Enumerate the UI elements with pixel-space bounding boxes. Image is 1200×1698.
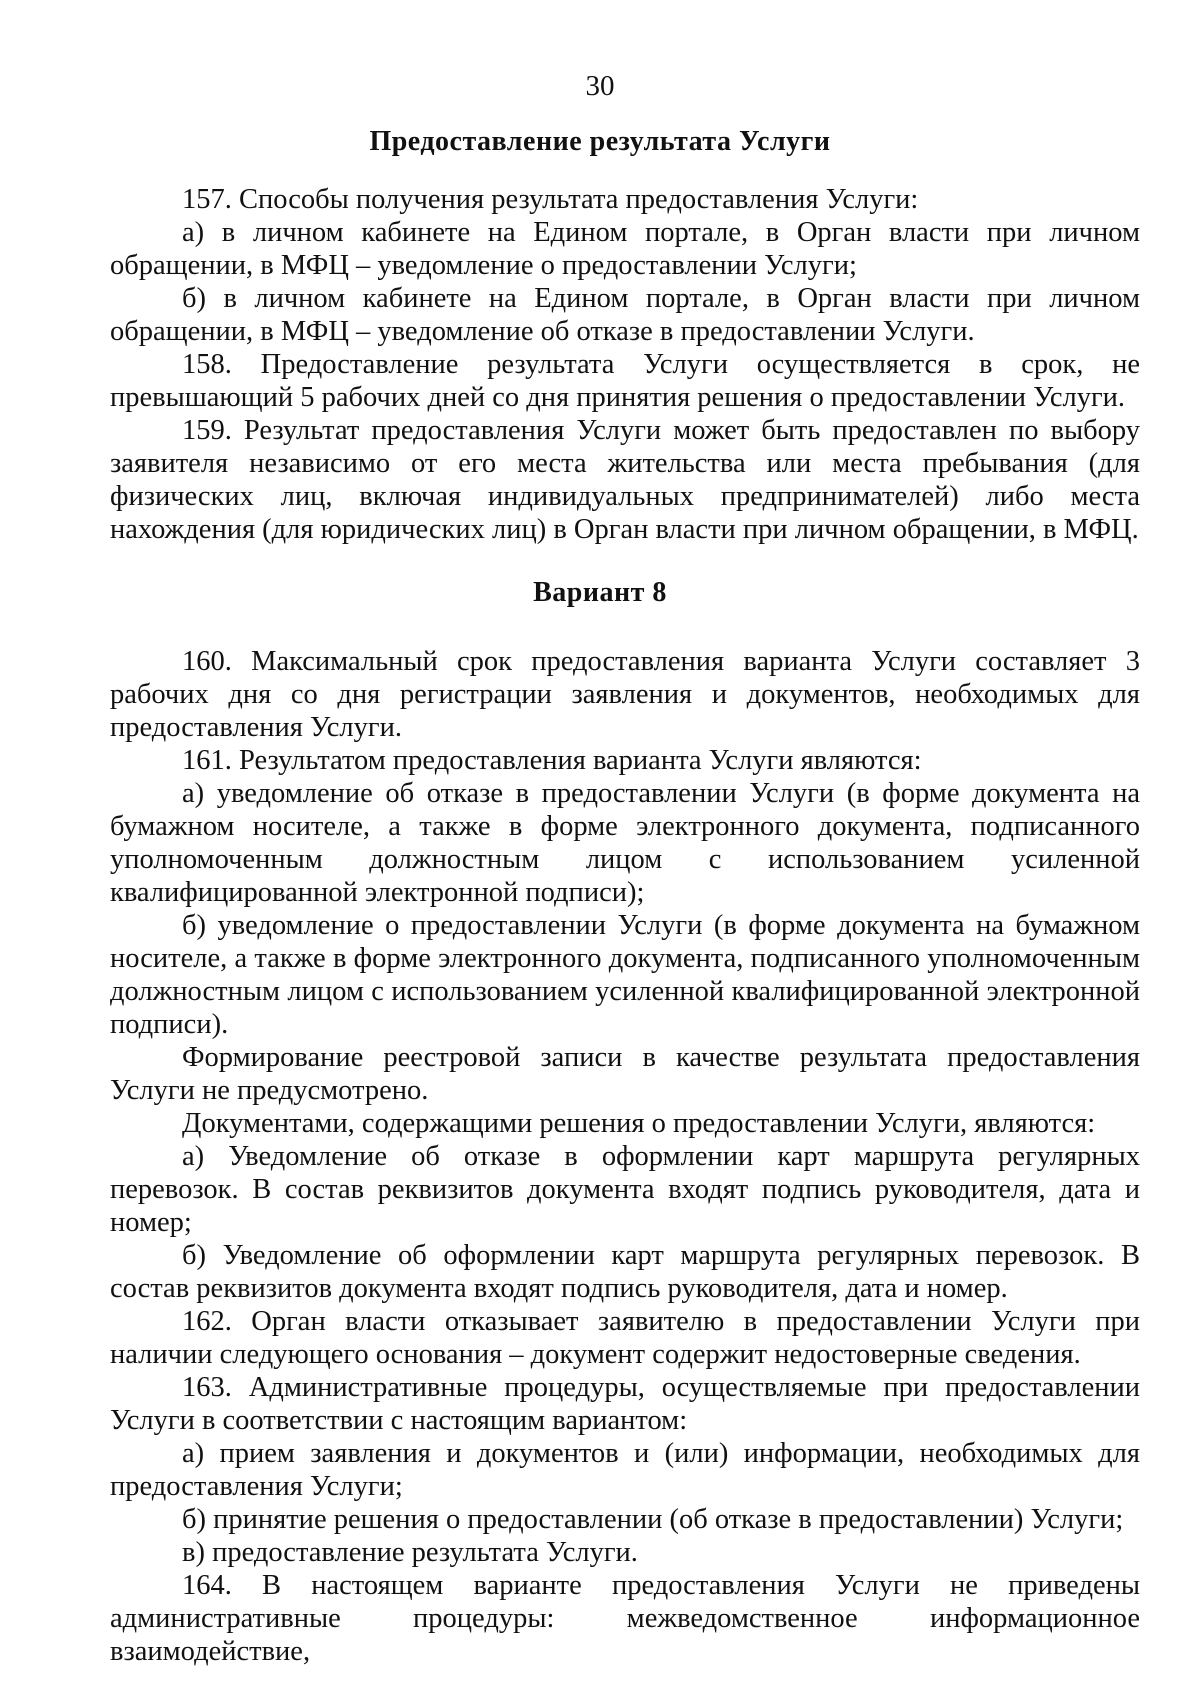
- paragraph-161: 161. Результатом предоставления варианта Услуги являются:: [182, 745, 922, 776]
- paragraph-159: 159. Результат предоставления Услуги может быть предоставлен по выбору заявителя независимо от его места жительства или места пребывания (для физических лиц, включая индивидуальных предпринимателей) либо места нахождения (для юридических лиц) в Орган власти при личном обращении, в МФЦ.: [110, 415, 1140, 545]
- paragraph-162: 162. Орган власти отказывает заявителю в предоставлении Услуги при наличии следующего основания – документ содержит недостоверные сведения.: [110, 1306, 1140, 1370]
- paragraph-157: 157. Способы получения результата предоставления Услуги:: [182, 184, 919, 215]
- paragraph-161-a: а) уведомление об отказе в предоставлении Услуги (в форме документа на бумажном носителе, а также в форме электронного документа, подписанного уполномоченным должностным лицом с использованием усиленной квалифицированной электронной подписи);: [110, 778, 1140, 908]
- paragraph-157-a: а) в личном кабинете на Едином портале, в Орган власти при личном обращении, в МФЦ – уведомление о предоставлении Услуги;: [110, 217, 1140, 281]
- section-variant-8-body: [110, 645, 1140, 1668]
- section-heading-result-provision: Предоставление результата Услуги: [369, 126, 831, 157]
- paragraph-158: 158. Предоставление результата Услуги осуществляется в срок, не превышающий 5 рабочих дней со дня принятия решения о предоставлении Услуги.: [110, 349, 1140, 413]
- paragraph-164: 164. В настоящем варианте предоставления Услуги не приведены административные процедуры: межведомственное информационное взаимодействие,: [110, 1570, 1140, 1667]
- paragraph-decision-documents-b: б) Уведомление об оформлении карт маршрута регулярных перевозок. В состав реквизитов документа входят подпись руководителя, дата и номер.: [110, 1240, 1140, 1304]
- paragraph-decision-documents: Документами, содержащими решения о предоставлении Услуги, являются:: [182, 1108, 1096, 1139]
- paragraph-163-b: б) принятие решения о предоставлении (об отказе в предоставлении) Услуги;: [182, 1504, 1124, 1535]
- page-number: 30: [585, 70, 615, 102]
- paragraph-registry-record: Формирование реестровой записи в качестве результата предоставления Услуги не предусмотрено.: [110, 1042, 1140, 1106]
- paragraph-160: 160. Максимальный срок предоставления варианта Услуги составляет 3 рабочих дня со дня регистрации заявления и документов, необходимых для предоставления Услуги.: [110, 646, 1140, 743]
- section-result-provision-body: [110, 183, 1140, 546]
- paragraph-157-b: б) в личном кабинете на Едином портале, в Орган власти при личном обращении, в МФЦ – уведомление об отказе в предоставлении Услуги.: [110, 283, 1140, 347]
- paragraph-161-b: б) уведомление о предоставлении Услуги (в форме документа на бумажном носителе, а также в форме электронного документа, подписанного уполномоченным должностным лицом с использованием усиленной квалифицированной электронной подписи).: [110, 910, 1140, 1040]
- paragraph-decision-documents-a: а) Уведомление об отказе в оформлении карт маршрута регулярных перевозок. В состав реквизитов документа входят подпись руководителя, дата и номер;: [110, 1141, 1140, 1238]
- section-heading-variant-8: Вариант 8: [533, 577, 667, 608]
- paragraph-163: 163. Административные процедуры, осуществляемые при предоставлении Услуги в соответствии с настоящим вариантом:: [110, 1372, 1140, 1436]
- paragraph-163-c: в) предоставление результата Услуги.: [182, 1537, 638, 1568]
- paragraph-163-a: а) прием заявления и документов и (или) информации, необходимых для предоставления Услуги;: [110, 1438, 1140, 1502]
